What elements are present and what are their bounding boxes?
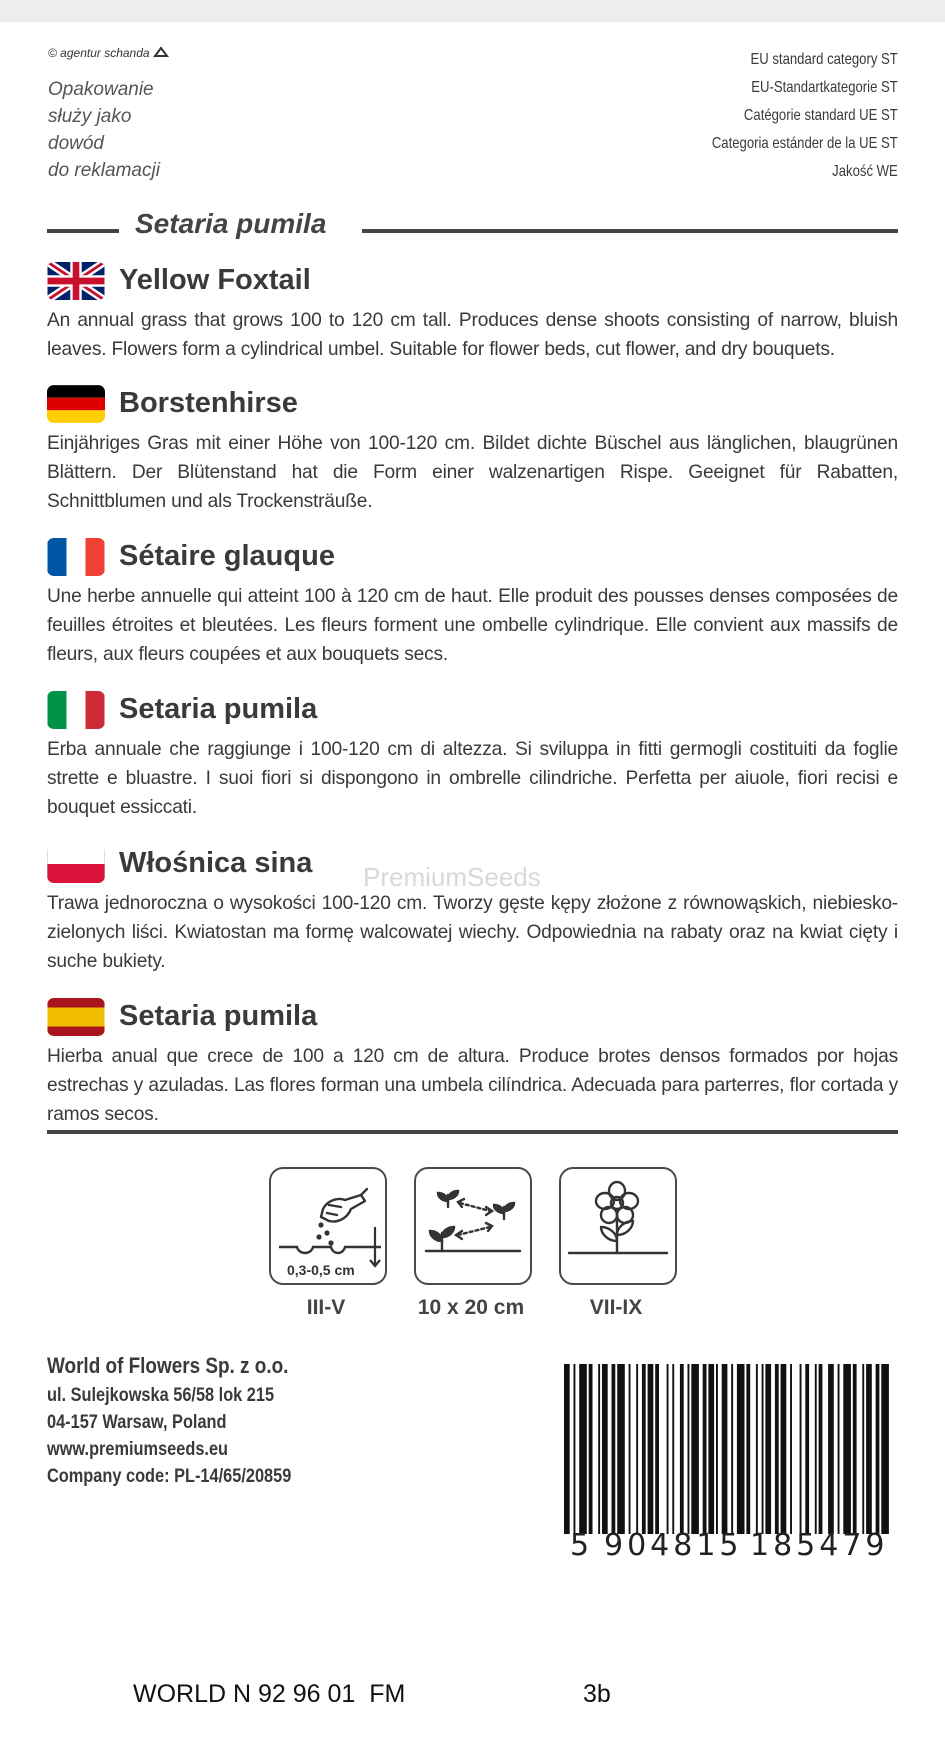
barcode-bar bbox=[579, 1364, 587, 1534]
section-heading: Yellow Foxtail bbox=[119, 264, 311, 296]
barcode-bar bbox=[680, 1364, 684, 1534]
sowing-hand-icon bbox=[271, 1169, 385, 1283]
spacing-label: 10 x 20 cm bbox=[417, 1296, 525, 1319]
poland-flag-icon bbox=[47, 845, 105, 883]
title-rule-left bbox=[47, 229, 119, 233]
footer-variant: 3b bbox=[583, 1680, 611, 1708]
company-city: 04-157 Warsaw, Poland bbox=[47, 1412, 227, 1433]
barcode-bar bbox=[838, 1364, 840, 1534]
barcode-bar bbox=[722, 1364, 728, 1534]
barcode-bar bbox=[667, 1364, 669, 1534]
section-english bbox=[47, 262, 898, 364]
company-code: Company code: PL-14/65/20859 bbox=[47, 1466, 292, 1487]
top-band bbox=[0, 0, 945, 22]
sowing-period-label: III-V bbox=[306, 1296, 346, 1319]
section-heading: Setaria pumila bbox=[119, 693, 318, 725]
section-italian bbox=[47, 691, 898, 822]
barcode-digit-first: 5 bbox=[570, 1528, 591, 1563]
footer-product-code: WORLD N 92 96 01 FM bbox=[133, 1680, 406, 1708]
barcode-bar bbox=[655, 1364, 659, 1534]
barcode-bar bbox=[781, 1364, 787, 1534]
packaging-note-line: do reklamacji bbox=[48, 160, 160, 181]
section-text: Erba annuale che raggiunge i 100-120 cm di altezza. Si sviluppa in fitti germogli costituiti da foglie strette e bluastre. I suoi fiori si dispongono in ombrelle cilindriche. Perfetta per aiuole, fiori recisi e bouquet essiccati. bbox=[47, 739, 898, 818]
watermark-text: PremiumSeeds bbox=[363, 862, 541, 892]
section-text: An annual grass that grows 100 to 120 cm tall. Produces dense shoots consisting of narrow, bluish leaves. Flowers form a cylindrical umbel. Suitable for flower beds, cut flower, and dry bouquets. bbox=[47, 310, 898, 360]
eu-category-line: EU-Standartkategorie ST bbox=[751, 79, 898, 96]
uk-flag-icon bbox=[47, 262, 105, 300]
barcode-bar bbox=[815, 1364, 817, 1534]
barcode-bar bbox=[762, 1364, 764, 1534]
barcode-bar bbox=[589, 1364, 593, 1534]
barcode-bar bbox=[629, 1364, 631, 1534]
barcode-digits-right: 185479 bbox=[750, 1528, 889, 1563]
barcode-bar bbox=[828, 1364, 834, 1534]
packaging-note-line: służy jako bbox=[48, 106, 132, 127]
italy-flag-icon bbox=[47, 691, 105, 729]
plant-spacing-box bbox=[414, 1167, 532, 1285]
eu-category-line: Categoria estánder de la UE ST bbox=[712, 135, 898, 152]
copyright-text bbox=[48, 46, 169, 60]
barcode-bar bbox=[731, 1364, 733, 1534]
section-german bbox=[47, 385, 898, 516]
barcode-bar bbox=[716, 1364, 718, 1534]
section-text: Une herbe annuelle qui atteint 100 à 120 cm de haut. Elle produit des pousses denses composées de feuilles étroites et bleutées. Les fleurs forment une ombelle cylindrique. Elle convient aux massifs de fleurs, aux fleurs coupées et aux bouquets secs. bbox=[47, 586, 898, 665]
section-heading: Sétaire glauque bbox=[119, 540, 335, 572]
section-text: Hierba anual que crece de 100 a 120 cm de altura. Produce brotes densos formados por hojas estrechas y azuladas. Las flores forman una umbela cilíndrica. Adecuada para parterres, flor cortada y ramos secos. bbox=[47, 1046, 898, 1125]
barcode-bar bbox=[617, 1364, 625, 1534]
barcode-bar bbox=[564, 1364, 570, 1534]
company-info bbox=[47, 1350, 331, 1490]
barcode-bar bbox=[602, 1364, 608, 1534]
section-text: Einjähriges Gras mit einer Höhe von 100-120 cm. Bildet dichte Büschel aus länglichen, blaugrünen Blättern. Der Blütenstand hat die Form einer walzenartigen Rispe. Geeignet für Rabatten, Schnittblumen und als Trockensträuße. bbox=[47, 433, 898, 512]
eu-category-line: EU standard category ST bbox=[750, 51, 898, 68]
eu-category-list bbox=[712, 46, 898, 186]
section-heading: Włośnica sina bbox=[119, 847, 313, 879]
packaging-note-line: Opakowanie bbox=[48, 79, 154, 100]
company-name: World of Flowers Sp. z o.o. bbox=[47, 1353, 289, 1378]
barcode-bar bbox=[775, 1364, 779, 1534]
france-flag-icon bbox=[47, 538, 105, 576]
eu-category-line: Jakość WE bbox=[832, 163, 898, 180]
barcode bbox=[560, 1352, 898, 1552]
barcode-bar bbox=[746, 1364, 750, 1534]
section-heading: Borstenhirse bbox=[119, 387, 298, 419]
barcode-bar bbox=[881, 1364, 889, 1534]
barcode-bar bbox=[853, 1364, 857, 1534]
barcode-bar bbox=[574, 1364, 576, 1534]
plant-spacing-icon bbox=[416, 1169, 530, 1283]
sowing-depth-box bbox=[269, 1167, 387, 1285]
barcode-bar bbox=[866, 1364, 872, 1534]
barcode-bar bbox=[688, 1364, 690, 1534]
barcode-bar bbox=[876, 1364, 880, 1534]
agency-logo-icon bbox=[153, 46, 169, 58]
barcode-bar bbox=[843, 1364, 851, 1534]
species-title-row bbox=[47, 208, 898, 248]
section-divider bbox=[47, 1130, 898, 1134]
section-spanish bbox=[47, 998, 898, 1129]
copyright-label: © agentur schanda bbox=[48, 46, 150, 60]
barcode-bar bbox=[636, 1364, 638, 1534]
barcode-bar bbox=[800, 1364, 802, 1534]
germany-flag-icon bbox=[47, 385, 105, 423]
barcode-bar bbox=[598, 1364, 600, 1534]
species-title: Setaria pumila bbox=[135, 208, 327, 239]
company-street: ul. Sulejkowska 56/58 lok 215 bbox=[47, 1385, 275, 1406]
eu-category-line: Catégorie standard UE ST bbox=[744, 107, 898, 124]
packaging-note bbox=[48, 76, 160, 184]
barcode-bar bbox=[756, 1364, 758, 1534]
barcode-bar bbox=[790, 1364, 792, 1534]
flowering-icon bbox=[561, 1169, 675, 1283]
packaging-note-line: dowód bbox=[48, 133, 104, 154]
barcode-bar bbox=[703, 1364, 707, 1534]
sowing-depth-text: 0,3-0,5 cm bbox=[287, 1262, 355, 1278]
barcode-bar bbox=[708, 1364, 714, 1534]
barcode-bar bbox=[672, 1364, 674, 1534]
barcode-bar bbox=[737, 1364, 745, 1534]
company-website: www.premiumseeds.eu bbox=[47, 1439, 229, 1460]
flowering-period-label: VII-IX bbox=[589, 1296, 643, 1319]
barcode-bar bbox=[691, 1364, 699, 1534]
barcode-bar bbox=[819, 1364, 823, 1534]
barcode-bar bbox=[805, 1364, 809, 1534]
barcode-digits-left: 904815 bbox=[604, 1528, 743, 1563]
section-text: Trawa jednoroczna o wysokości 100-120 cm. Tworzy gęste kępy złożone z równowąskich, niebiesko-zielonych liści. Kwiatostan ma formę walcowatej wiechy. Odpowiednia na rabaty oraz na kwiat cięty i suche bukiety. bbox=[47, 893, 898, 972]
spain-flag-icon bbox=[47, 998, 105, 1036]
flowering-box bbox=[559, 1167, 677, 1285]
barcode-bar bbox=[642, 1364, 646, 1534]
section-heading: Setaria pumila bbox=[119, 1000, 318, 1032]
title-rule-right bbox=[362, 229, 898, 233]
barcode-bar bbox=[862, 1364, 864, 1534]
section-french bbox=[47, 538, 898, 669]
barcode-bar bbox=[648, 1364, 654, 1534]
barcode-bar bbox=[765, 1364, 771, 1534]
barcode-bar bbox=[612, 1364, 616, 1534]
